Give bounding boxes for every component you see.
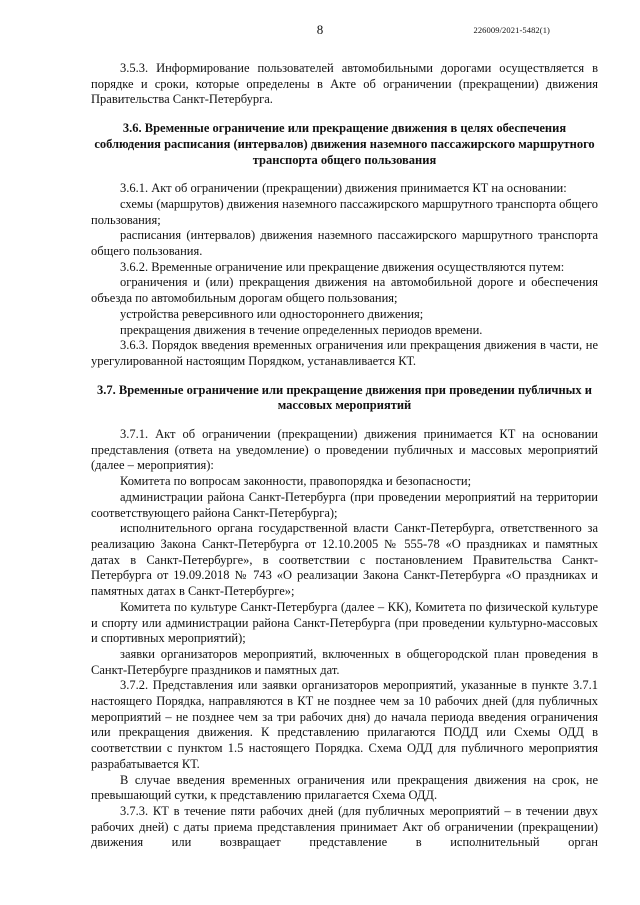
section-3-6-title: 3.6. Временные ограничение или прекращение движения в целях обеспечения соблюдения расписания (интервалов) движения наземного пассажирского маршрутного транспорта общего пользования <box>94 121 595 167</box>
paragraph-3-7-3: 3.7.3. КТ в течение пяти рабочих дней (для публичных мероприятий – в течении двух рабочих дней) с даты приема представления принимает Акт об ограничении (прекращении) движения или возвращает представление в исполнительный орган <box>91 803 598 850</box>
list-item: устройства реверсивного или одностороннего движения; <box>120 306 424 321</box>
list-item: заявки организаторов мероприятий, включенных в общегородской план проведения в Санкт-Петербурге праздников и памятных дат. <box>91 646 598 677</box>
paragraph-3-6-1: 3.6.1. Акт об ограничении (прекращении) движения принимается КТ на основании: <box>120 181 567 196</box>
list-item: схемы (маршрутов) движения наземного пассажирского маршрутного транспорта общего пользования; <box>91 196 598 227</box>
paragraph-3-7-1: 3.7.1. Акт об ограничении (прекращении) движения принимается КТ на основании представления (ответа на уведомление) о проведении публичных и массовых мероприятий (далее – мероприятия): <box>91 427 598 473</box>
list-item: Комитета по вопросам законности, правопорядка и безопасности; <box>120 474 472 489</box>
list-item: прекращения движения в течение определенных периодов времени. <box>120 322 483 337</box>
document-body <box>91 61 598 851</box>
page-number: 8 <box>316 22 324 37</box>
list-item: Комитета по культуре Санкт-Петербурга (далее – КК), Комитета по физической культуре и спорту или администрации района Санкт-Петербурга (при проведении культурно-массовых и спортивных мероприятий); <box>91 599 598 646</box>
list-item: ограничения и (или) прекращения движения на автомобильной дороге и обеспечения объезда по автомобильным дорогам общего пользования; <box>91 275 598 306</box>
list-item: администрации района Санкт-Петербурга (при проведении мероприятий на территории соответствующего района Санкт-Петербурга); <box>91 489 598 520</box>
list-item: исполнительного органа государственной власти Санкт-Петербурга, ответственного за реализацию Закона Санкт-Петербурга от 12.10.2005 № 555-78 «О праздниках и памятных датах в Санкт-Петербурге», в соответствии с постановлением Правительства Санкт-Петербурга от 19.09.2018 № 743 «О реализации Закона Санкт-Петербурга «О праздниках и памятных датах в Санкт-Петербурге»; <box>91 521 598 599</box>
paragraph-3-6-2: 3.6.2. Временные ограничение или прекращение движения осуществляются путем: <box>120 259 565 274</box>
list-item: В случае введения временных ограничения или прекращения движения на срок, не превышающий сутки, к представлению прилагается Схема ОДД. <box>91 772 598 803</box>
list-item: расписания (интервалов) движения наземного пассажирского маршрутного транспорта общего пользования. <box>91 228 598 259</box>
section-3-7-title: 3.7. Временные ограничение или прекращение движения при проведении публичных и массовых мероприятий <box>96 382 592 413</box>
document-number: 226009/2021-5482(1) <box>473 25 550 35</box>
paragraph-3-6-3: 3.6.3. Порядок введения временных ограничения или прекращения движения в части, не урегулированной настоящим Порядком, устанавливается КТ. <box>91 338 598 368</box>
paragraph-3-7-2: 3.7.2. Представления или заявки организаторов мероприятий, указанные в пункте 3.7.1 настоящего Порядка, направляются в КТ не позднее чем за 10 рабочих дней (для публичных мероприятий – не позднее чем за три рабочих дня) до начала периода введения ограничения или прекращения движения. К представлению прилагаются ПОДД или Схемы ОДД в соответствии с пунктом 1.5 настоящего Порядка. Схема ОДД для публичного мероприятия разрабатывается КТ. <box>91 678 598 771</box>
paragraph-3-5-3: 3.5.3. Информирование пользователей автомобильными дорогами осуществляется в порядке и сроки, которые определены в Акте об ограничении (прекращении) движения Правительства Санкт-Петербурга. <box>91 61 598 107</box>
